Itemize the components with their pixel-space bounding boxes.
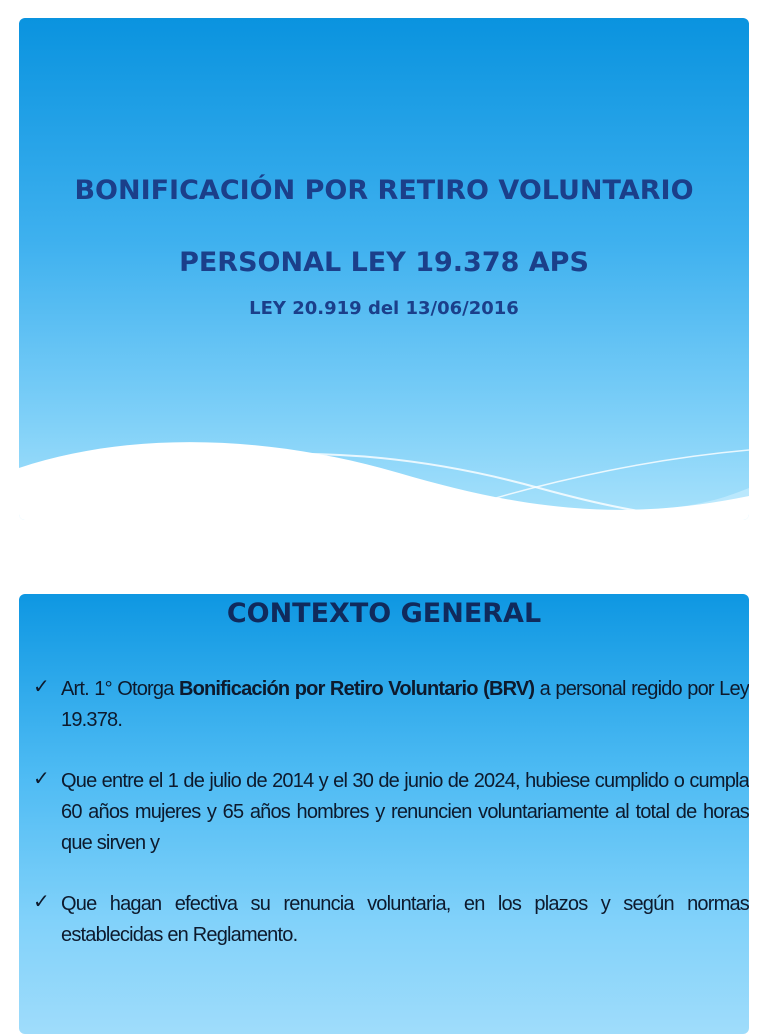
bullet-list bbox=[33, 674, 749, 981]
title-block bbox=[19, 168, 749, 324]
check-icon: ✓ bbox=[33, 891, 49, 913]
bullet-1-bold: Bonificación por Retiro Voluntario (BRV) bbox=[178, 678, 535, 700]
bullet-1-suffix: a personal regido por Ley 19.378. bbox=[61, 678, 749, 731]
bullet-3-text: Que hagan efectiva su renuncia voluntaria, en los plazos y según normas establecidas en Reglamento. bbox=[61, 893, 749, 946]
check-icon: ✓ bbox=[33, 676, 49, 698]
bullet-2-text: Que entre el 1 de julio de 2014 y el 30 de junio de 2024, hubiese cumplido o cumpla 60 años mujeres y 65 años hombres y renuncien voluntariamente al total de horas que sirven y bbox=[61, 770, 749, 854]
title-line-1: BONIFICACIÓN POR RETIRO VOLUNTARIO bbox=[74, 175, 694, 206]
title-line-2: PERSONAL LEY 19.378 APS bbox=[179, 247, 589, 278]
bullet-item bbox=[33, 889, 749, 951]
title-slide bbox=[19, 18, 749, 520]
bullet-item bbox=[33, 766, 749, 859]
context-title: CONTEXTO GENERAL bbox=[226, 598, 542, 629]
check-icon: ✓ bbox=[33, 768, 49, 790]
bullet-item bbox=[33, 674, 749, 736]
subtitle: LEY 20.919 del 13/06/2016 bbox=[249, 298, 519, 319]
context-slide bbox=[19, 594, 749, 1034]
bullet-1-prefix: Art. 1° Otorga bbox=[61, 678, 179, 700]
